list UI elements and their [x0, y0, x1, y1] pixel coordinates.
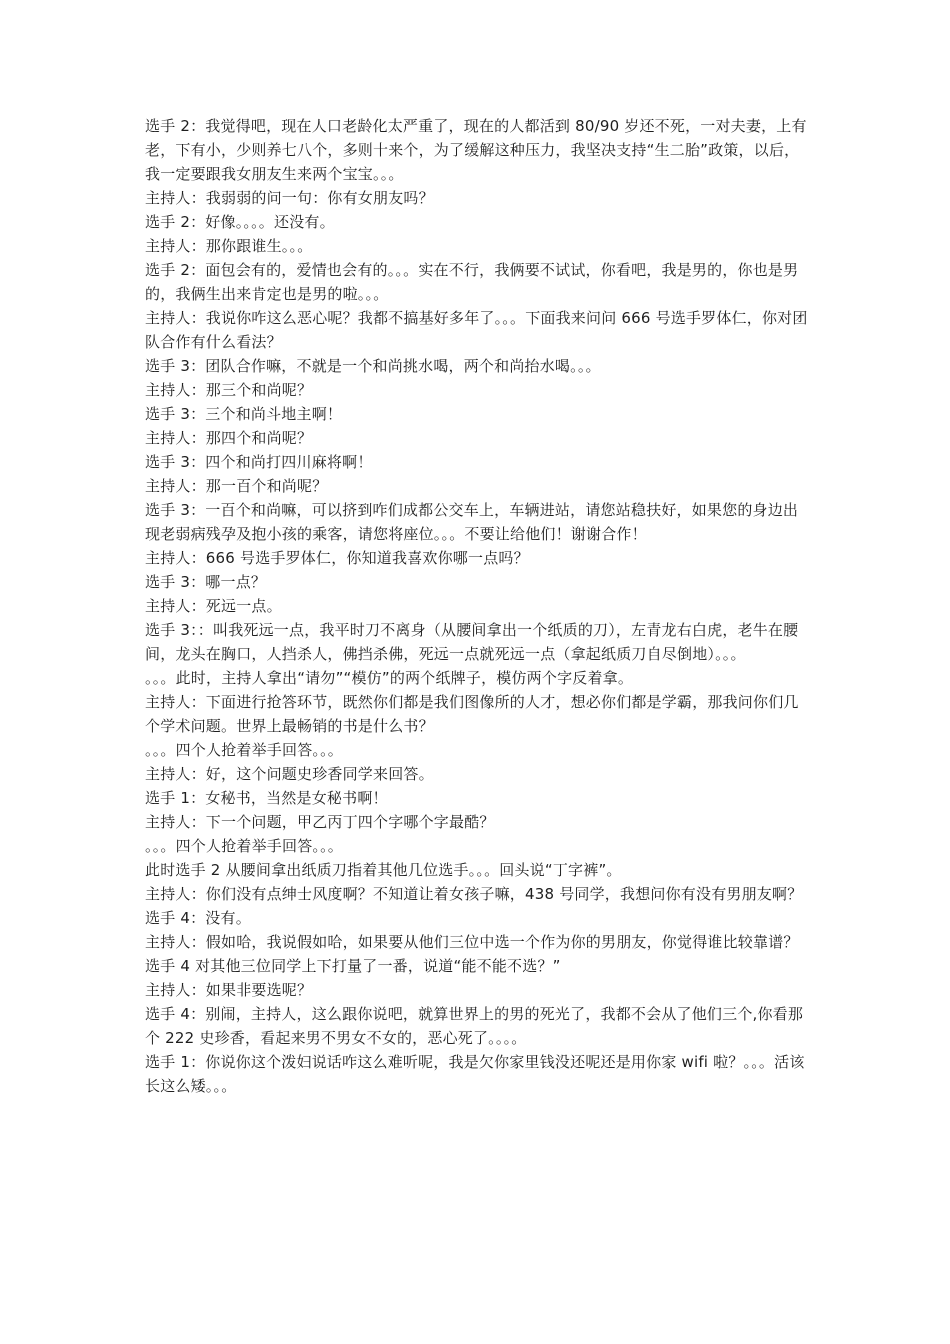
paragraph: 主持人：我弱弱的问一句：你有女朋友吗？: [145, 189, 434, 207]
paragraph: 主持人：死远一点。: [145, 597, 282, 615]
paragraph: 主持人：下一个问题，甲乙丙丁四个字哪个字最酷？: [145, 813, 495, 831]
paragraph: 选手 3：团队合作嘛，不就是一个和尚挑水喝，两个和尚抬水喝。。。: [145, 357, 601, 375]
paragraph: 主持人：那一百个和尚呢？: [145, 477, 328, 495]
script-body: [145, 114, 810, 1098]
paragraph: 选手 2：好像。。。。还没有。: [145, 213, 335, 231]
paragraph: 主持人：666 号选手罗体仁，你知道我喜欢你哪一点吗？: [145, 549, 529, 567]
paragraph: 选手 1：你说你这个泼妇说话咋这么难听呢，我是欠你家里钱没还呢还是用你家 wifi 啦？。。。活该长这么矮。。。: [145, 1053, 805, 1095]
paragraph: 主持人：那你跟谁生。。。: [145, 237, 313, 255]
paragraph: 选手 2：我觉得吧，现在人口老龄化太严重了，现在的人都活到 80/90 岁还不死，一对夫妻，上有老，下有小，少则养七八个，多则十来个，为了缓解这种压力，我坚决支持“生二胎”政策，以后，我一定要跟我女朋友生来两个宝宝。。。: [145, 117, 807, 183]
paragraph: 选手 4 对其他三位同学上下打量了一番，说道“能不能不选？”: [145, 957, 561, 975]
paragraph: 选手 3：哪一点？: [145, 573, 267, 591]
paragraph: 选手 4：没有。: [145, 909, 251, 927]
paragraph: 主持人：你们没有点绅士风度啊？不知道让着女孩子嘛，438 号同学，我想问你有没有男朋友啊？: [145, 885, 803, 903]
paragraph: 选手 2：面包会有的，爱情也会有的。。。实在不行，我俩要不试试，你看吧，我是男的，你也是男的，我俩生出来肯定也是男的啦。。。: [145, 261, 799, 303]
paragraph: 主持人：那四个和尚呢？: [145, 429, 313, 447]
paragraph: 。。。四个人抢着举手回答。。。: [145, 837, 344, 855]
paragraph: 选手 4：别闹，主持人，这么跟你说吧，就算世界上的男的死光了，我都不会从了他们三个,你看那个 222 史珍香，看起来男不男女不女的，恶心死了。。。。: [145, 1005, 804, 1047]
paragraph: 。。。此时，主持人拿出“请勿”“模仿”的两个纸牌子，模仿两个字反着拿。: [145, 669, 634, 687]
paragraph: 主持人：好，这个问题史珍香同学来回答。: [145, 765, 434, 783]
paragraph: 选手 1：女秘书，当然是女秘书啊！: [145, 789, 388, 807]
paragraph: 选手 3：四个和尚打四川麻将啊！: [145, 453, 373, 471]
paragraph: 选手 3：三个和尚斗地主啊！: [145, 405, 343, 423]
paragraph: 主持人：我说你咋这么恶心呢？我都不搞基好多年了。。。下面我来问问 666 号选手罗体仁，你对团队合作有什么看法？: [145, 309, 808, 351]
paragraph: 。。。四个人抢着举手回答。。。: [145, 741, 344, 759]
paragraph: 选手 3：：叫我死远一点，我平时刀不离身（从腰间拿出一个纸质的刀），左青龙右白虎，老牛在腰间，龙头在胸口，人挡杀人，佛挡杀佛，死远一点就死远一点（拿起纸质刀自尽倒地）。。。: [145, 621, 799, 663]
paragraph: 此时选手 2 从腰间拿出纸质刀指着其他几位选手。。。回头说“丁字裤”。: [145, 861, 622, 879]
paragraph: 主持人：如果非要选呢？: [145, 981, 313, 999]
paragraph: 主持人：下面进行抢答环节，既然你们都是我们图像所的人才，想必你们都是学霸，那我问你们几个学术问题。世界上最畅销的书是什么书？: [145, 693, 799, 735]
paragraph: 选手 3：一百个和尚嘛，可以挤到咋们成都公交车上，车辆进站，请您站稳扶好，如果您的身边出现老弱病残孕及抱小孩的乘客，请您将座位。。。不要让给他们！谢谢合作！: [145, 501, 799, 543]
paragraph: 主持人：那三个和尚呢？: [145, 381, 313, 399]
paragraph: 主持人：假如哈，我说假如哈，如果要从他们三位中选一个作为你的男朋友，你觉得谁比较靠谱？: [145, 933, 799, 951]
